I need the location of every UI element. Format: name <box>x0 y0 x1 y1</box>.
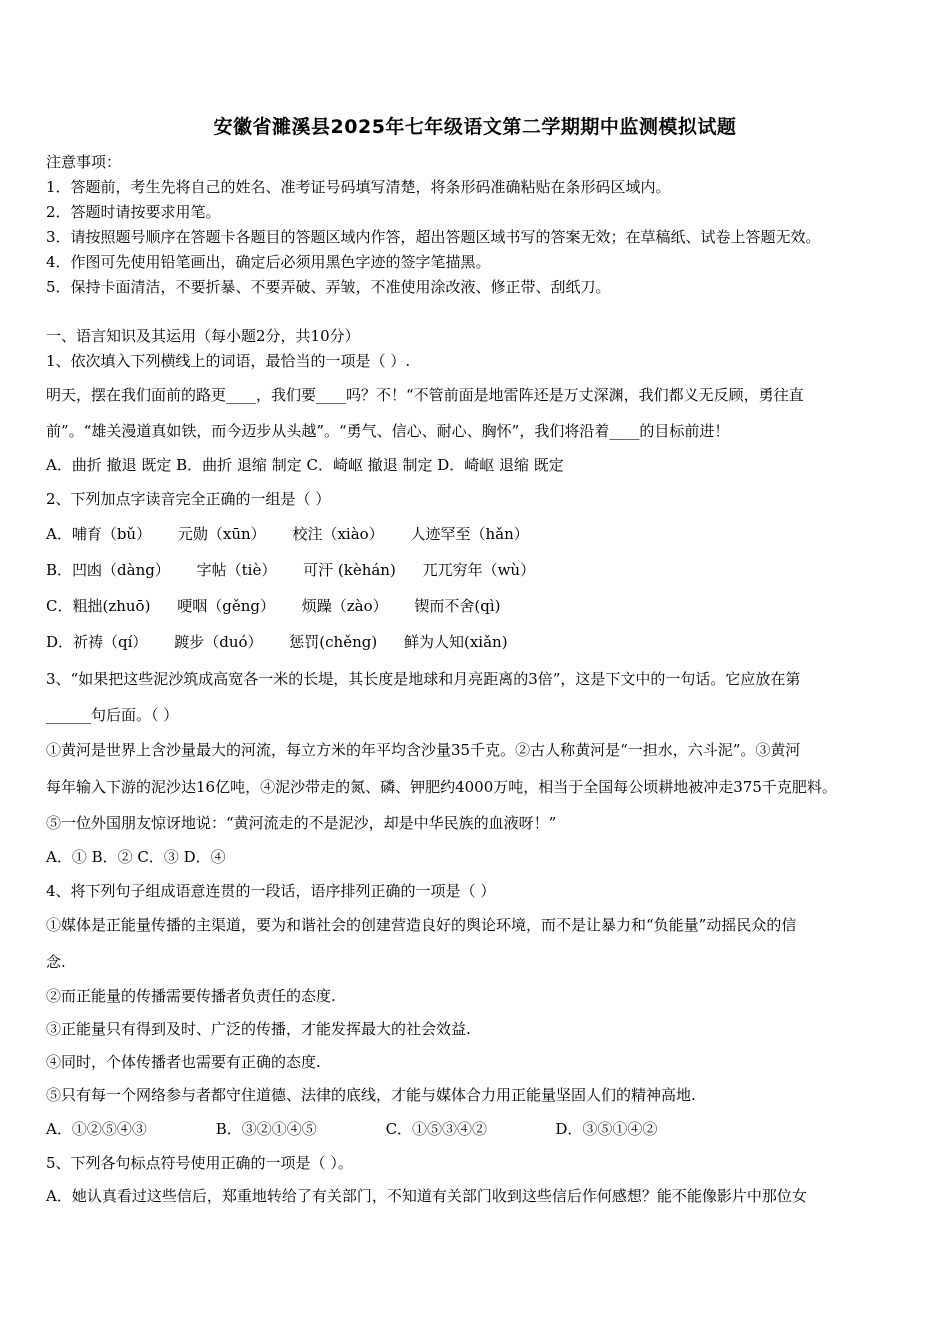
q2-d-item: 鲜为人知(xiǎn) <box>403 633 508 651</box>
q2-b-item: B．凹凼（dàng） <box>46 561 170 579</box>
q4-sentence-1: ①媒体是正能量传播的主渠道，要为和谐社会的创建营造良好的舆论环境，而不是让暴力和“负能量”动摇民众的信 <box>46 916 797 934</box>
q4-sentence-3: ③正能量只有得到及时、广泛的传播，才能发挥最大的社会效益. <box>46 1020 471 1038</box>
q2-b-item: 字帖（tiè） <box>196 561 277 579</box>
section-heading: 一、语言知识及其运用（每小题2分，共10分） <box>46 327 360 345</box>
q2-d-item: 惩罚(chěng) <box>289 633 378 651</box>
q2-b-item: 可汗 (kèhán) <box>303 561 396 579</box>
q2-option-d <box>46 632 508 652</box>
q4-option-a: A．①②⑤④③ <box>46 1120 147 1138</box>
q3-stem-line-1: 3、“如果把这些泥沙筑成高宽各一米的长堤，其长度是地球和月亮距离的3倍”，这是下文中的一句话。它应放在第 <box>46 670 801 688</box>
q2-a-item: A．哺育（bǔ） <box>46 525 152 543</box>
q2-option-c <box>46 596 501 616</box>
q3-text-line-2: 每年输入下游的泥沙达16亿吨，④泥沙带走的氮、磷、钾肥约4000万吨，相当于全国每公顷耕地被冲走375千克肥料。 <box>46 778 837 796</box>
q2-c-item: C．粗拙(zhuō) <box>46 597 151 615</box>
q3-stem-line-2: ______句后面。（ ） <box>46 706 179 724</box>
q2-stem: 2、下列加点字读音完全正确的一组是（ ） <box>46 490 331 508</box>
notice-item-3: 3．请按照题号顺序在答题卡各题目的答题区域内作答，超出答题区域书写的答案无效；在草稿纸、试卷上答题无效。 <box>46 228 821 246</box>
q4-option-d: D．③⑤①④② <box>555 1120 658 1138</box>
q3-text-line-3: ⑤一位外国朋友惊讶地说：“黄河流走的不是泥沙，却是中华民族的血液呀！” <box>46 814 557 832</box>
q1-text-line-2: 前”。“雄关漫道真如铁，而今迈步从头越”。“勇气、信心、耐心、胸怀”，我们将沿着____的目标前进！ <box>46 422 730 440</box>
q5-stem: 5、下列各句标点符号使用正确的一项是（ ）。 <box>46 1154 353 1172</box>
notice-heading: 注意事项： <box>46 153 122 171</box>
q2-a-item: 元勋（xūn） <box>177 525 266 543</box>
q2-a-item: 校注（xiào） <box>292 525 384 543</box>
q4-sentence-2: ②而正能量的传播需要传播者负责任的态度. <box>46 987 336 1005</box>
q3-text-line-1: ①黄河是世界上含沙量最大的河流，每立方米的年平均含沙量35千克。②古人称黄河是“一担水，六斗泥”。③黄河 <box>46 741 801 759</box>
q2-b-item: 兀兀穷年（wù） <box>422 561 536 579</box>
q1-options: A．曲折 撤退 既定 B．曲折 退缩 制定 C．崎岖 撤退 制定 D．崎岖 退缩 既定 <box>46 456 564 474</box>
q1-stem: 1、依次填入下列横线上的词语，最恰当的一项是（ ）. <box>46 352 411 370</box>
q4-option-c: C．①⑤③④② <box>385 1120 488 1138</box>
q4-sentence-4: ④同时，个体传播者也需要有正确的态度. <box>46 1053 321 1071</box>
q2-c-item: 哽咽（gěng） <box>177 597 275 615</box>
q2-c-item: 锲而不舍(qì) <box>414 597 501 615</box>
q3-options: A．① B．② C．③ D．④ <box>46 848 226 866</box>
q2-c-item: 烦躁（zào） <box>301 597 388 615</box>
q4-option-b: B．③②①④⑤ <box>215 1120 317 1138</box>
q4-options <box>46 1119 657 1139</box>
q4-sentence-1-cont: 念. <box>46 953 66 971</box>
q2-d-item: D．祈祷（qí） <box>46 633 148 651</box>
q4-sentence-5: ⑤只有每一个网络参与者都守住道德、法律的底线，才能与媒体合力用正能量坚固人们的精神高地. <box>46 1086 696 1104</box>
notice-item-5: 5．保持卡面清洁，不要折暴、不要弄破、弄皱，不准使用涂改液、修正带、刮纸刀。 <box>46 278 611 296</box>
notice-item-1: 1．答题前，考生先将自己的姓名、准考证号码填写清楚，将条形码准确粘贴在条形码区域内。 <box>46 178 671 196</box>
q2-option-a <box>46 524 529 544</box>
page-title: 安徽省濉溪县2025年七年级语文第二学期期中监测模拟试题 <box>213 116 737 138</box>
notice-item-4: 4．作图可先使用铅笔画出，确定后必须用黑色字迹的签字笔描黑。 <box>46 253 491 271</box>
q4-stem: 4、将下列句子组成语意连贯的一段话，语序排列正确的一项是（ ） <box>46 882 496 900</box>
q5-option-a: A．她认真看过这些信后，郑重地转给了有关部门，不知道有关部门收到这些信后作何感想？能不能像影片中那位女 <box>46 1187 807 1205</box>
notice-item-2: 2．答题时请按要求用笔。 <box>46 203 221 221</box>
q1-text-line-1: 明天，摆在我们面前的路更____，我们要____吗？不！“不管前面是地雷阵还是万丈深渊，我们都义无反顾，勇往直 <box>46 386 804 404</box>
q2-option-b <box>46 560 535 580</box>
q2-a-item: 人迹罕至（hǎn） <box>410 525 529 543</box>
q2-d-item: 踱步（duó） <box>174 633 263 651</box>
